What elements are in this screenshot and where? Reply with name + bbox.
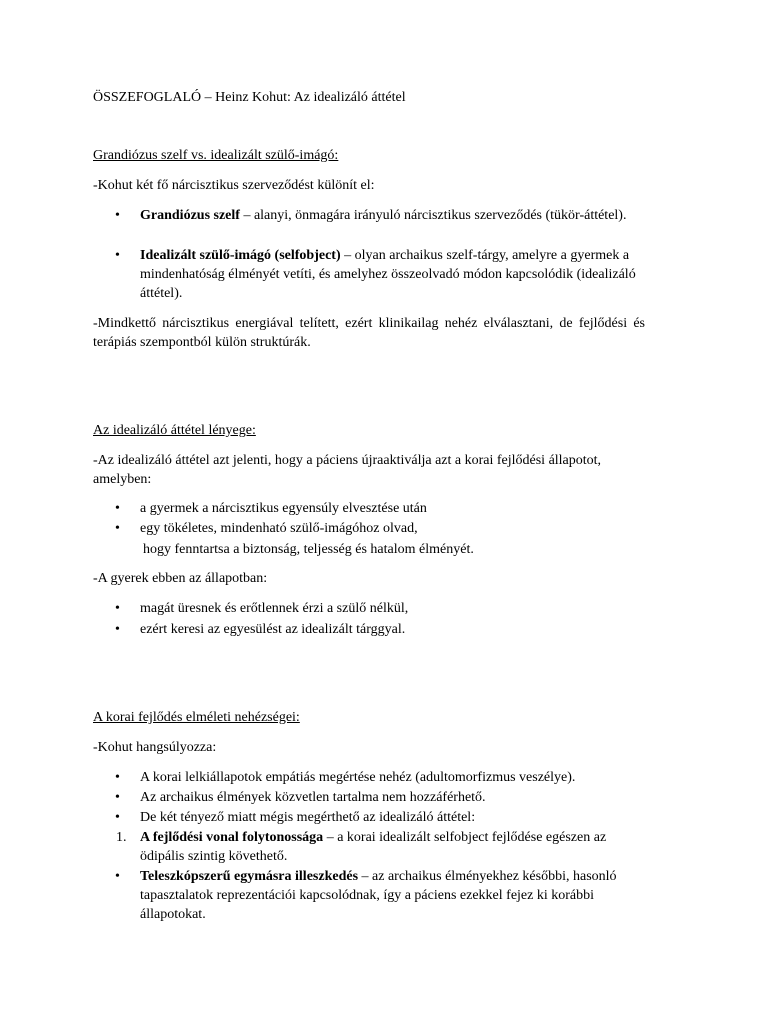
list-item: a gyermek a nárcisztikus egyensúly elvesztése után [140, 501, 427, 516]
section-intro: -Kohut két fő nárcisztikus szerveződést különít el: [93, 178, 375, 193]
bullet-marker: • [115, 790, 120, 805]
list-item-continuation: hogy fenntartsa a biztonság, teljesség és hatalom élményét. [143, 542, 474, 557]
term-bold: Teleszkópszerű egymásra illeszkedés [140, 869, 359, 884]
term-bold: Idealizált szülő-imágó (selfobject) [140, 248, 341, 263]
list-item: magát üresnek és erőtlennek érzi a szülő nélkül, [140, 601, 409, 616]
list-item [140, 867, 650, 924]
numbered-item [140, 828, 650, 866]
bullet-marker: • [115, 869, 120, 884]
section-heading-idealizing: Az idealizáló áttétel lényege: [93, 423, 256, 438]
list-item: egy tökéletes, mindenható szülő-imágóhoz olvad, [140, 521, 418, 536]
section-intro: -Kohut hangsúlyozza: [93, 740, 217, 755]
bullet-marker: • [115, 521, 120, 536]
bullet-marker: • [115, 248, 120, 263]
list-item: A korai lelkiállapotok empátiás megértése nehéz (adultomorfizmus veszélye). [140, 770, 576, 785]
list-item: De két tényező miatt mégis megérthető az idealizáló áttétel: [140, 810, 476, 825]
list-item: Az archaikus élmények közvetlen tartalma nem hozzáférhető. [140, 790, 486, 805]
term-bold: A fejlődési vonal folytonossága [140, 830, 324, 845]
section-heading-difficulties: A korai fejlődés elméleti nehézségei: [93, 710, 300, 725]
term-description: – alanyi, önmagára irányuló nárcisztikus szerveződés (tükör-áttétel). [239, 208, 627, 223]
list-item: ezért keresi az egyesülést az idealizált tárggyal. [140, 622, 406, 637]
bullet-marker: • [115, 770, 120, 785]
term-description: – a korai idealizált selfobject fejlődése egészen az ödipális szintig követhető. [140, 830, 607, 864]
term-bold: Grandiózus szelf [140, 208, 240, 223]
term-description: – olyan archaikus szelf-tárgy, amelyre a gyermek a mindenhatóság élményét vetíti, és amelyhez összeolvadó módon kapcsolódik (idealizáló áttétel). [140, 248, 636, 301]
number-marker: 1. [116, 830, 127, 845]
bullet-marker: • [115, 208, 120, 223]
list-item [140, 206, 650, 225]
list-item [140, 246, 650, 303]
bullet-marker: • [115, 601, 120, 616]
document-title: ÖSSZEFOGLALÓ – Heinz Kohut: Az idealizáló áttétel [93, 90, 406, 105]
section-outro: -Mindkettő nárcisztikus energiával telített, ezért klinikailag nehéz elválasztani, de fejlődési és terápiás szempontból külön struktúrák. [93, 316, 645, 350]
bullet-marker: • [115, 501, 120, 516]
term-description: – az archaikus élményekhez későbbi, hasonló tapasztalatok reprezentációi kapcsolódnak, így a páciens ezekkel fejez ki korábbi állapotokat. [140, 869, 617, 922]
section-intro: -A gyerek ebben az állapotban: [93, 571, 268, 586]
section-intro: -Az idealizáló áttétel azt jelenti, hogy a páciens újraaktiválja azt a korai fejlődési állapotot, amelyben: [93, 453, 602, 487]
section-heading-grandiose: Grandiózus szelf vs. idealizált szülő-imágó: [93, 148, 339, 163]
bullet-marker: • [115, 810, 120, 825]
bullet-marker: • [115, 622, 120, 637]
